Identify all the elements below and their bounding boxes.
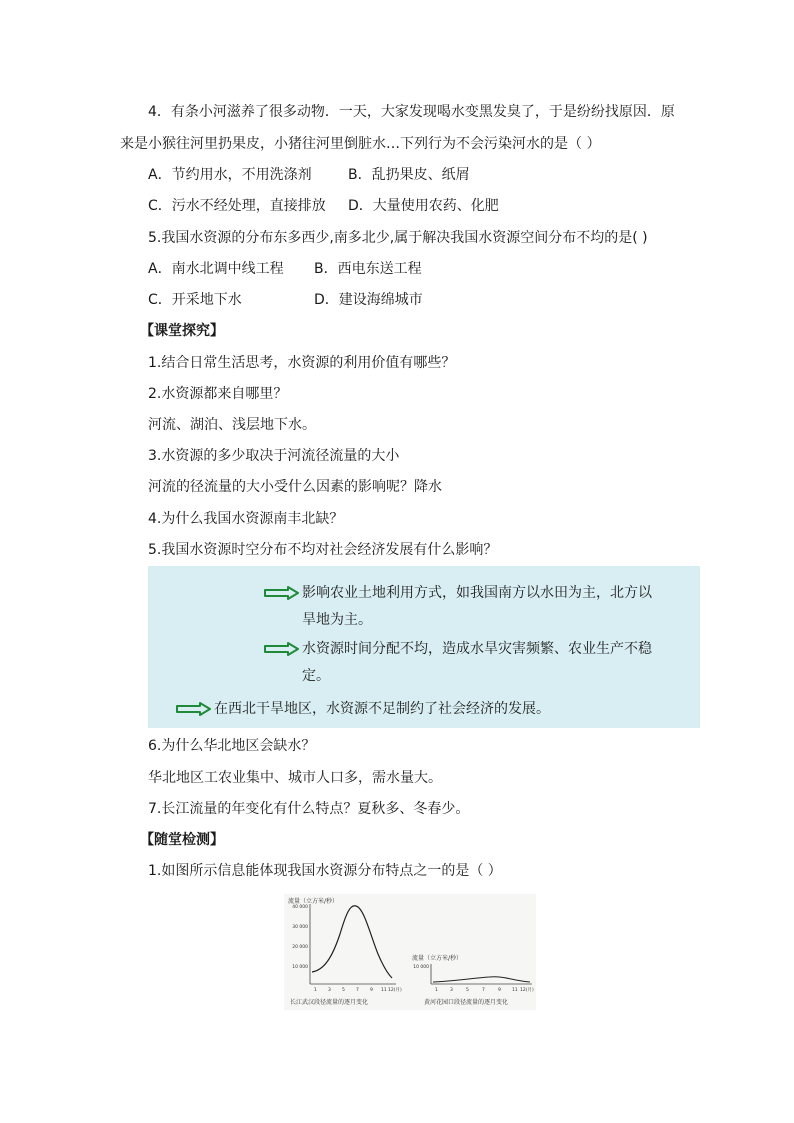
right-arrow-icon (176, 702, 212, 716)
q5-option-d: D．建设海绵城市 (314, 292, 423, 308)
right-xtick-6: 11 (512, 988, 518, 993)
left-xtick-4: 7 (356, 988, 359, 993)
left-xtick-1: 1 (314, 988, 317, 993)
right-xtick-5: 9 (498, 988, 501, 993)
explore-line-2: 2.水资源都来自哪里？ (148, 386, 288, 402)
left-xtick-7: 12(月) (388, 988, 402, 993)
right-xtick-4: 7 (482, 988, 485, 993)
right-arrow-icon (264, 586, 300, 600)
left-ytick-1: 40 000 (292, 905, 308, 910)
right-caption: 黄河花园口段径流量的逐月变化 (424, 999, 509, 1006)
after-line-2: 华北地区工农业集中、城市人口多，需水量大。 (148, 770, 442, 786)
q4-line1: 4．有条小河滋养了很多动物．一天，大家发现喝水变黑发臭了，于是纷纷找原因．原 (148, 104, 675, 120)
check-heading: 【随堂检测】 (140, 832, 224, 848)
q4-option-b: B．乱扔果皮、纸屑 (348, 167, 470, 183)
right-xtick-7: 12(月) (520, 988, 534, 993)
explore-line-1: 1.结合日常生活思考，水资源的利用价值有哪些？ (148, 355, 456, 371)
q4-option-a: A．节约用水，不用洗涤剂 (148, 167, 312, 183)
left-xtick-3: 5 (342, 988, 345, 993)
impact-item-2 (302, 636, 652, 690)
q4-line2: 来是小猴往河里扔果皮，小猪往河里倒脏水…下列行为不会污染河水的是（ ） (120, 136, 601, 152)
impact-item-1-line1: 影响农业土地利用方式，如我国南方以水田为主，北方以 (302, 585, 652, 601)
runoff-figure (284, 894, 536, 1010)
explore-line-5: 河流的径流量的大小受什么因素的影响呢？降水 (148, 479, 442, 495)
after-line-1: 6.为什么华北地区会缺水？ (148, 738, 316, 754)
right-arrow-icon (264, 642, 300, 656)
impact-item-1 (302, 580, 652, 634)
impact-box (148, 566, 700, 728)
left-xtick-6: 11 (381, 988, 387, 993)
right-xtick-1: 1 (435, 988, 438, 993)
left-ylabel: 流量（立方米/秒） (288, 898, 339, 905)
right-xtick-2: 3 (450, 988, 453, 993)
q5-line: 5.我国水资源的分布东多西少,南多北少,属于解决我国水资源空间分布不均的是( ) (148, 230, 648, 246)
right-ylabel: 流量（立方米/秒） (412, 955, 463, 962)
q4-option-d: D．大量使用农药、化肥 (348, 198, 499, 214)
check-q1: 1.如图所示信息能体现我国水资源分布特点之一的是（ ） (148, 863, 502, 879)
left-ytick-3: 20 000 (292, 945, 308, 950)
impact-item-2-line2: 定。 (302, 668, 330, 684)
impact-item-2-line1: 水资源时间分配不均，造成水旱灾害频繁、农业生产不稳 (302, 641, 652, 657)
after-line-3: 7.长江流量的年变化有什么特点？夏秋多、冬春少。 (148, 801, 470, 817)
explore-line-7: 5.我国水资源时空分布不均对社会经济发展有什么影响？ (148, 542, 498, 558)
q5-option-a: A．南水北调中线工程 (148, 261, 284, 277)
right-ytick: 10 000 (413, 965, 429, 970)
impact-item-1-line2: 旱地为主。 (302, 612, 372, 628)
left-xtick-5: 9 (370, 988, 373, 993)
q5-option-c: C．开采地下水 (148, 292, 242, 308)
left-ytick-2: 30 000 (292, 925, 308, 930)
left-xtick-2: 3 (328, 988, 331, 993)
explore-line-3: 河流、湖泊、浅层地下水。 (148, 417, 316, 433)
explore-line-6: 4.为什么我国水资源南丰北缺？ (148, 511, 344, 527)
left-ytick-4: 10 000 (292, 965, 308, 970)
impact-item-3: 在西北干旱地区，水资源不足制约了社会经济的发展。 (214, 701, 550, 717)
q5-option-b: B．西电东送工程 (314, 261, 422, 277)
explore-line-4: 3.水资源的多少取决于河流径流量的大小 (148, 448, 400, 464)
q4-option-c: C．污水不经处理，直接排放 (148, 198, 326, 214)
left-caption: 长江武汉段径流量的逐月变化 (290, 999, 369, 1006)
right-xtick-3: 5 (466, 988, 469, 993)
explore-heading: 【课堂探究】 (140, 323, 224, 339)
